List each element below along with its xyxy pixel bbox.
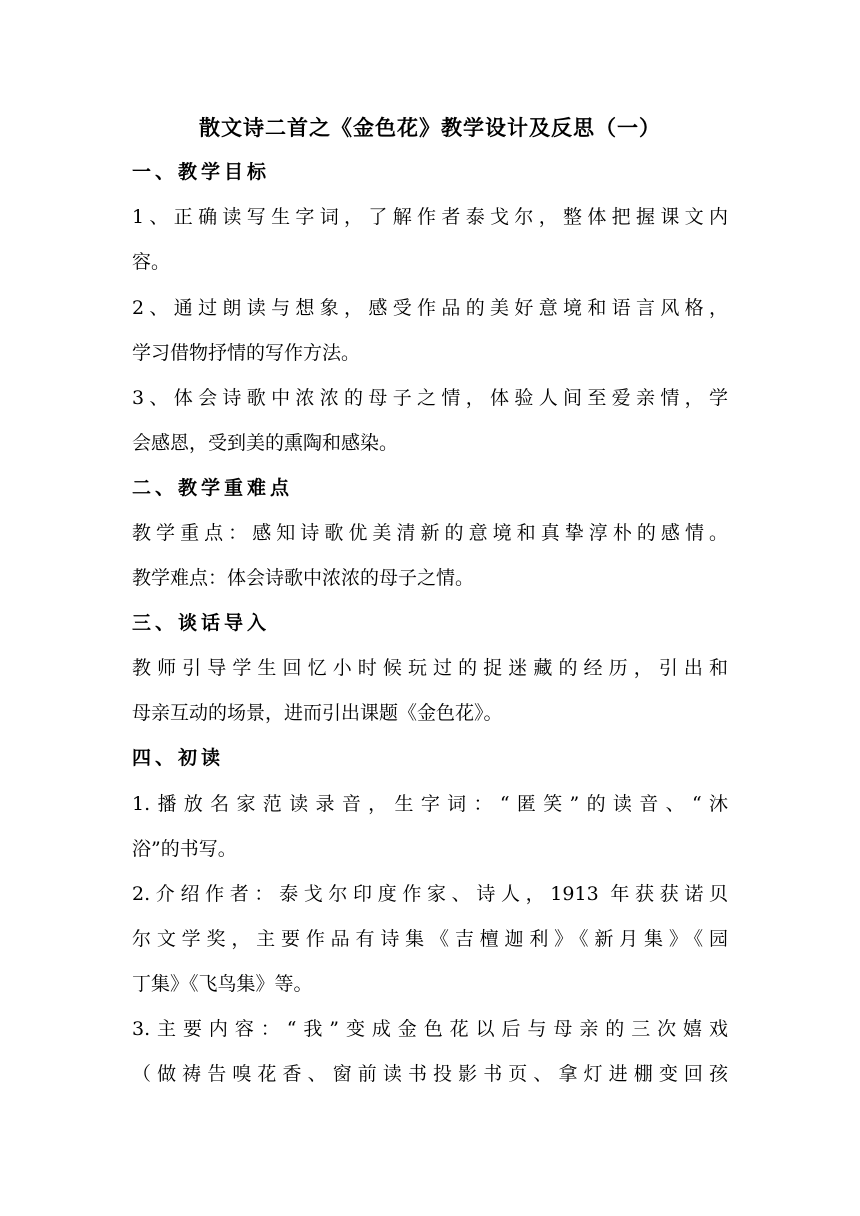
document-title: 散文诗二首之《金色花》教学设计及反思（一） (199, 115, 661, 140)
paragraph-line: （做祷告嗅花香、窗前读书投影书页、拿灯进棚变回孩 (132, 1063, 728, 1085)
paragraph-line: 容。 (132, 251, 171, 273)
section-heading-key-points: 二、教学重难点 (132, 477, 294, 499)
section-heading-objectives: 一、教学目标 (132, 161, 271, 183)
paragraph-line: 丁集》《飞鸟集》等。 (132, 973, 313, 995)
paragraph-line: 1.播放名家范读录音，生字词：“匿笑”的读音、“沐 (132, 793, 728, 815)
paragraph-line: 1、正确读写生字词，了解作者泰戈尔，整体把握课文内 (132, 206, 728, 228)
paragraph-line: 教学重点：感知诗歌优美清新的意境和真挚淳朴的感情。 (132, 522, 728, 544)
section-heading-first-reading: 四、初读 (132, 747, 225, 769)
paragraph-line: 浴”的书写。 (132, 838, 237, 860)
paragraph-line: 3、体会诗歌中浓浓的母子之情，体验人间至爱亲情，学 (132, 387, 728, 409)
paragraph-line: 会感恩，受到美的熏陶和感染。 (132, 432, 399, 454)
paragraph-line: 教师引导学生回忆小时候玩过的捉迷藏的经历，引出和 (132, 657, 728, 679)
paragraph-line: 3.主要内容：“我”变成金色花以后与母亲的三次嬉戏 (132, 1018, 728, 1040)
section-heading-introduction: 三、谈话导入 (132, 612, 271, 634)
paragraph-line: 2.介绍作者：泰戈尔印度作家、诗人，1913 年获获诺贝 (132, 883, 728, 905)
paragraph-line: 学习借物抒情的写作方法。 (132, 342, 361, 364)
paragraph-line: 教学难点：体会诗歌中浓浓的母子之情。 (132, 567, 475, 589)
paragraph-line: 2、通过朗读与想象，感受作品的美好意境和语言风格， (132, 297, 728, 319)
paragraph-line: 母亲互动的场景，进而引出课题《金色花》。 (132, 702, 503, 724)
paragraph-line: 尔文学奖，主要作品有诗集《吉檀迦利》《新月集》《园 (132, 928, 728, 950)
